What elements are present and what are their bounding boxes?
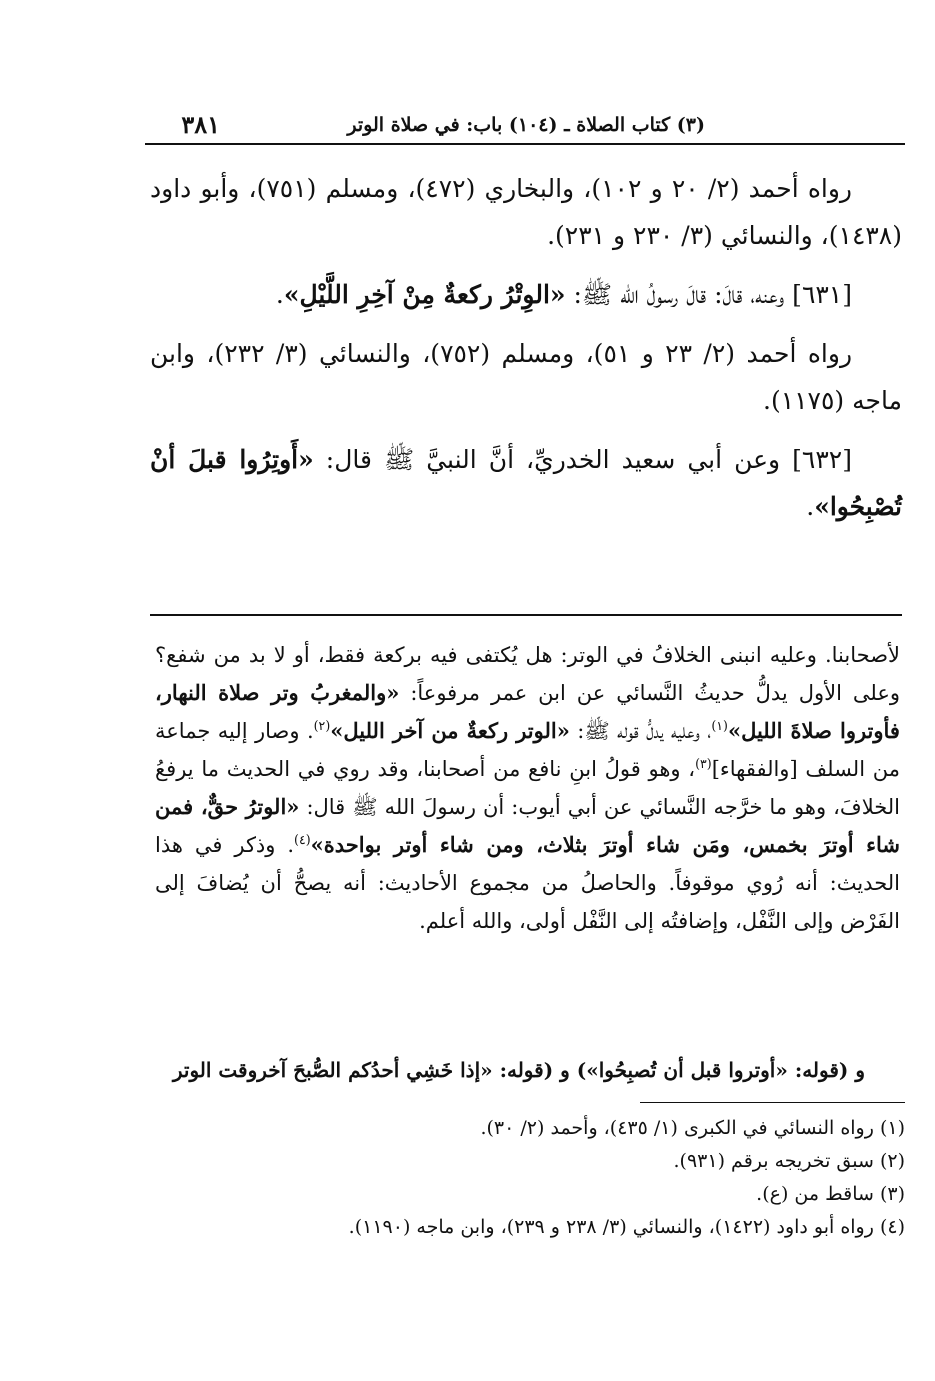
- footnote-4: (٤) رواه أبو داود (١٤٢٢)، والنسائي (٣/ ٢٣٨ و ٢٣٩)، وابن ماجه (١١٩٠).: [348, 1216, 905, 1238]
- hadith-632: [150, 436, 902, 530]
- hadith-632-matn: «أَوتِرُوا قبلَ أنْ تُصْبِحُوا»: [150, 445, 902, 521]
- footnote-rule: [640, 1102, 905, 1103]
- footnote-2: (٢) سبق تخريجه برقم (٩٣١).: [673, 1150, 905, 1172]
- continuation-line: و (قوله: «أوتروا قبل أن تُصبِحُوا») و (قوله: «إذا خَشِي أحدُكم الصُّبحَ آخروقت الوتر: [172, 1058, 865, 1082]
- commentary-part-3: . وصار إليه جماعة من السلف [والفقهاء]: [155, 719, 900, 781]
- header-rule: [145, 143, 905, 145]
- footnotes: [220, 1112, 905, 1244]
- footnote-ref-3[interactable]: (٣): [695, 756, 712, 771]
- commentary-part-1: لأصحابنا. وعليه انبنى الخلافُ في الوتر: هل يُكتفى فيه بركعة فقط، أو لا بد من شفع؟ وعلى الأول يدلُّ حديثُ النَّسائي عن ابن عمر مرفوعاً:: [155, 643, 900, 705]
- running-title: (٣) كتاب الصلاة ـ (١٠٤) باب: في صلاة الوتر: [347, 114, 705, 136]
- takhrij-paragraph-1: رواه أحمد (٢/ ٢٠ و ١٠٢)، والبخاري (٤٧٢)، ومسلم (٧٥١)، وأبو داود (١٤٣٨)، والنسائي (٣/ ٢٣٠ و ٢٣١).: [150, 174, 902, 250]
- takhrij-paragraph-2: رواه أحمد (٢/ ٢٣ و ٥١)، ومسلم (٧٥٢)، والنسائي (٣/ ٢٣٢)، وابن ماجه (١١٧٥).: [150, 339, 902, 415]
- commentary-paragraph: [155, 636, 900, 940]
- footnote-ref-4[interactable]: (٤): [294, 832, 311, 847]
- footnote-3: (٣) ساقط من (ع).: [756, 1183, 905, 1205]
- footnote-1: (١) رواه النسائي في الكبرى (١/ ٤٣٥)، وأحمد (٢/ ٣٠).: [480, 1117, 905, 1139]
- hadith-631: [150, 271, 902, 318]
- section-divider: [150, 614, 902, 616]
- commentary-quote-2: «الوتر ركعةٌ من آخر الليل»: [330, 718, 570, 743]
- hadith-632-intro: [٦٣٢] وعن أبي سعيد الخدريِّ، أنَّ النبيَّ ﷺ قال:: [313, 445, 852, 474]
- commentary-part-2: ، وعليه يدلُّ قوله ﷺ:: [569, 719, 712, 743]
- commentary-quote-4: «الوترُ حقٌّ، فمن شاء أوترَ بخمس، ومَن شاء أوترَ بثلاث، ومن شاء أوتر بواحدة»: [155, 794, 900, 857]
- hadith-631-intro: [٦٣١] وعنه، قالَ: قالَ رسولُ الله ﷺ:: [565, 280, 852, 309]
- page-header: [140, 110, 910, 144]
- commentary-text: [155, 636, 900, 940]
- footnote-ref-1[interactable]: (١): [711, 718, 728, 733]
- commentary-part-5: . وذكر في هذا الحديث: أنه رُوي موقوفاً. والحاصلُ من مجموع الأحاديث: أنه يصحُّ أن يُضافَ إلى الفَرْض وإلى النَّفْل، وإضافتُه إلى النَّفْل أولى، والله أعلم.: [155, 833, 900, 933]
- hadith-631-end: .: [275, 280, 284, 309]
- main-text: [150, 165, 902, 542]
- hadith-631-matn: «الوِتْرُ ركعةٌ مِنْ آخِرِ اللَّيْلِ»: [283, 280, 566, 309]
- commentary-part-4: ، وهو قولُ ابنِ نافع من أصحابنا، وقد روي في الحديث ما يرفعُ الخلافَ، وهو ما خرَّجه النَّسائي عن أبي أيوب: أن رسولَ الله ﷺ قال:: [155, 757, 901, 819]
- footnote-ref-2[interactable]: (٢): [313, 718, 331, 733]
- page-number: ٣٨١: [181, 110, 220, 139]
- commentary-quote-1: «والمغربُ وتر صلاة النهار، فأوتروا صلاةَ الليل»: [155, 680, 900, 743]
- hadith-632-end: .: [806, 492, 815, 521]
